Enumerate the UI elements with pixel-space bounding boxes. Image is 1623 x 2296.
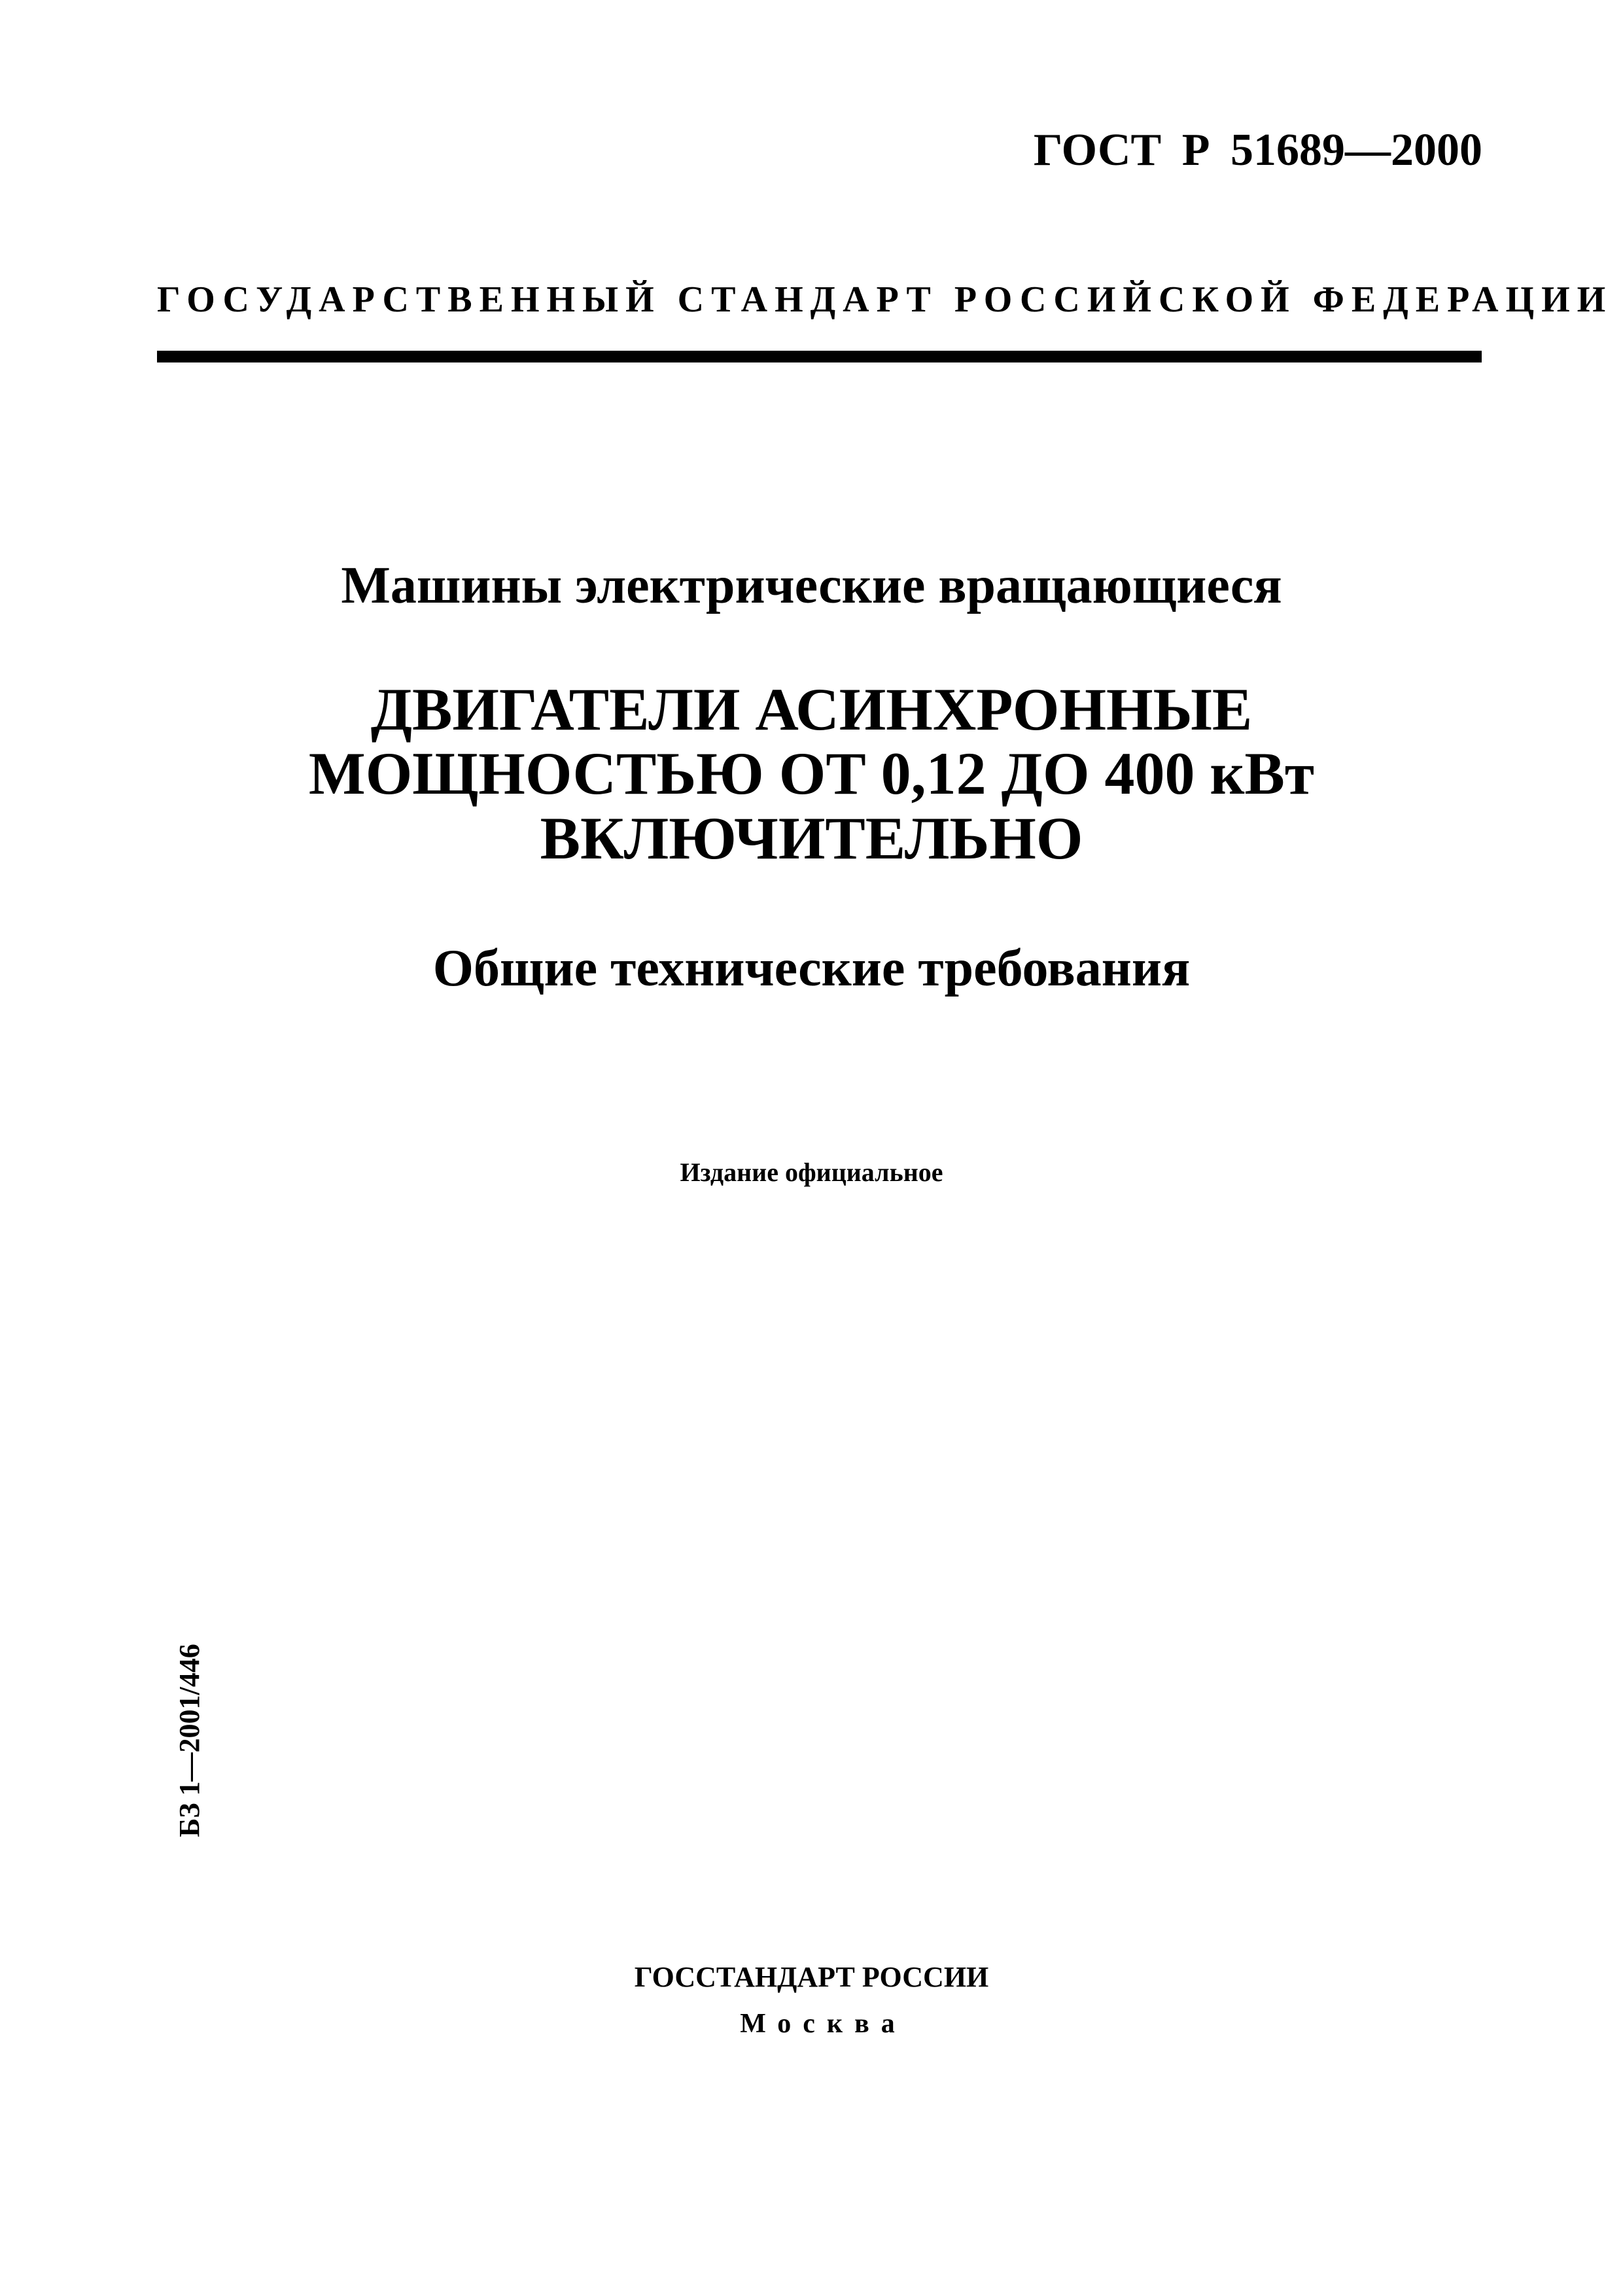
main-title bbox=[0, 677, 1623, 870]
main-title-line: ВКЛЮЧИТЕЛЬНО bbox=[540, 804, 1083, 872]
series-title: Машины электрические вращающиеся bbox=[341, 557, 1282, 614]
main-title-line: МОЩНОСТЬЮ ОТ 0,12 ДО 400 кВт bbox=[308, 740, 1315, 807]
side-code: БЗ 1—2001/446 bbox=[173, 1644, 205, 1837]
main-title-line: ДВИГАТЕЛИ АСИНХРОННЫЕ bbox=[370, 676, 1253, 743]
publisher-city: Москва bbox=[740, 2009, 907, 2039]
edition-label: Издание официальное bbox=[680, 1157, 943, 1187]
publisher: ГОССТАНДАРТ РОССИИ bbox=[634, 1961, 989, 1993]
subtitle: Общие технические требования bbox=[432, 940, 1191, 997]
header-rule bbox=[157, 351, 1482, 362]
standard-header: ГОСУДАРСТВЕННЫЙ СТАНДАРТ РОССИЙСКОЙ ФЕДЕРАЦИИ bbox=[157, 279, 1613, 320]
document-number: ГОСТ Р 51689—2000 bbox=[1033, 125, 1482, 175]
